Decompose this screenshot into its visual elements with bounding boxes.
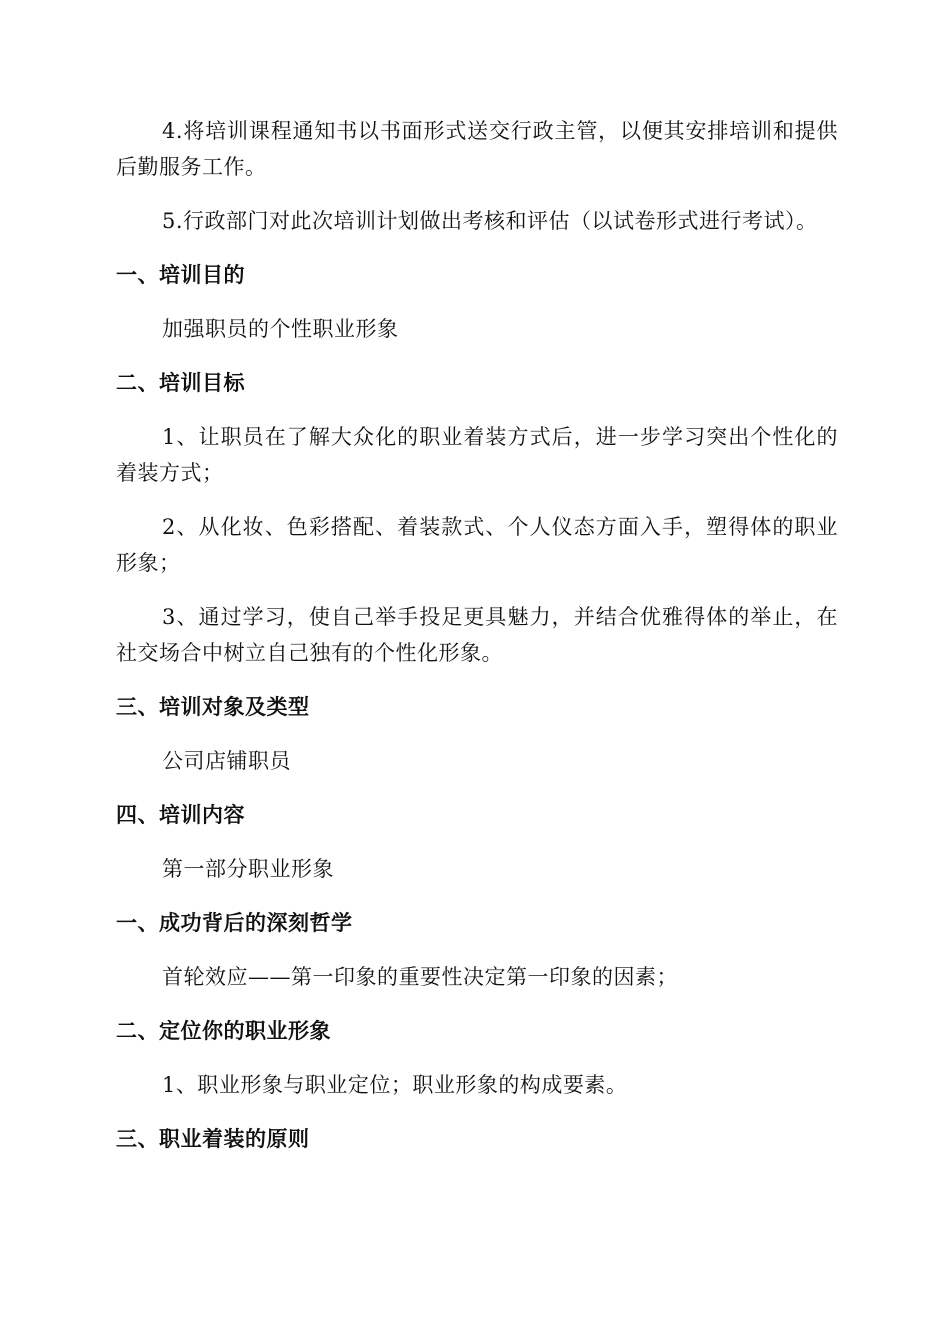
paragraph-goal-2: 2、从化妆、色彩搭配、着装款式、个人仪态方面入手，塑得体的职业形象； <box>116 515 838 575</box>
heading-dress-principles: 三、职业着装的原则 <box>116 1127 310 1151</box>
paragraph-image-elements: 1、职业形象与职业定位；职业形象的构成要素。 <box>162 1073 628 1097</box>
heading-training-audience: 三、培训对象及类型 <box>116 695 310 719</box>
heading-training-goals: 二、培训目标 <box>116 371 245 395</box>
heading-success-philosophy: 一、成功背后的深刻哲学 <box>116 911 353 935</box>
paragraph-first-impression: 首轮效应——第一印象的重要性决定第一印象的因素； <box>162 965 678 989</box>
heading-training-purpose: 一、培训目的 <box>116 263 245 287</box>
paragraph-step-5: 5.行政部门对此次培训计划做出考核和评估（以试卷形式进行考试）。 <box>162 209 818 233</box>
heading-training-content: 四、培训内容 <box>116 803 245 827</box>
paragraph-goal-1: 1、让职员在了解大众化的职业着装方式后，进一步学习突出个性化的着装方式； <box>116 425 838 485</box>
paragraph-goal-3: 3、通过学习，使自己举手投足更具魅力，并结合优雅得体的举止，在社交场合中树立自己独有的个性化形象。 <box>116 605 838 665</box>
document-body <box>116 113 838 1157</box>
paragraph-part-one: 第一部分职业形象 <box>162 857 334 881</box>
paragraph-training-audience: 公司店铺职员 <box>162 749 291 773</box>
paragraph-training-purpose: 加强职员的个性职业形象 <box>162 317 399 341</box>
heading-position-image: 二、定位你的职业形象 <box>116 1019 331 1043</box>
paragraph-step-4: 4.将培训课程通知书以书面形式送交行政主管，以便其安排培训和提供后勤服务工作。 <box>116 119 838 179</box>
